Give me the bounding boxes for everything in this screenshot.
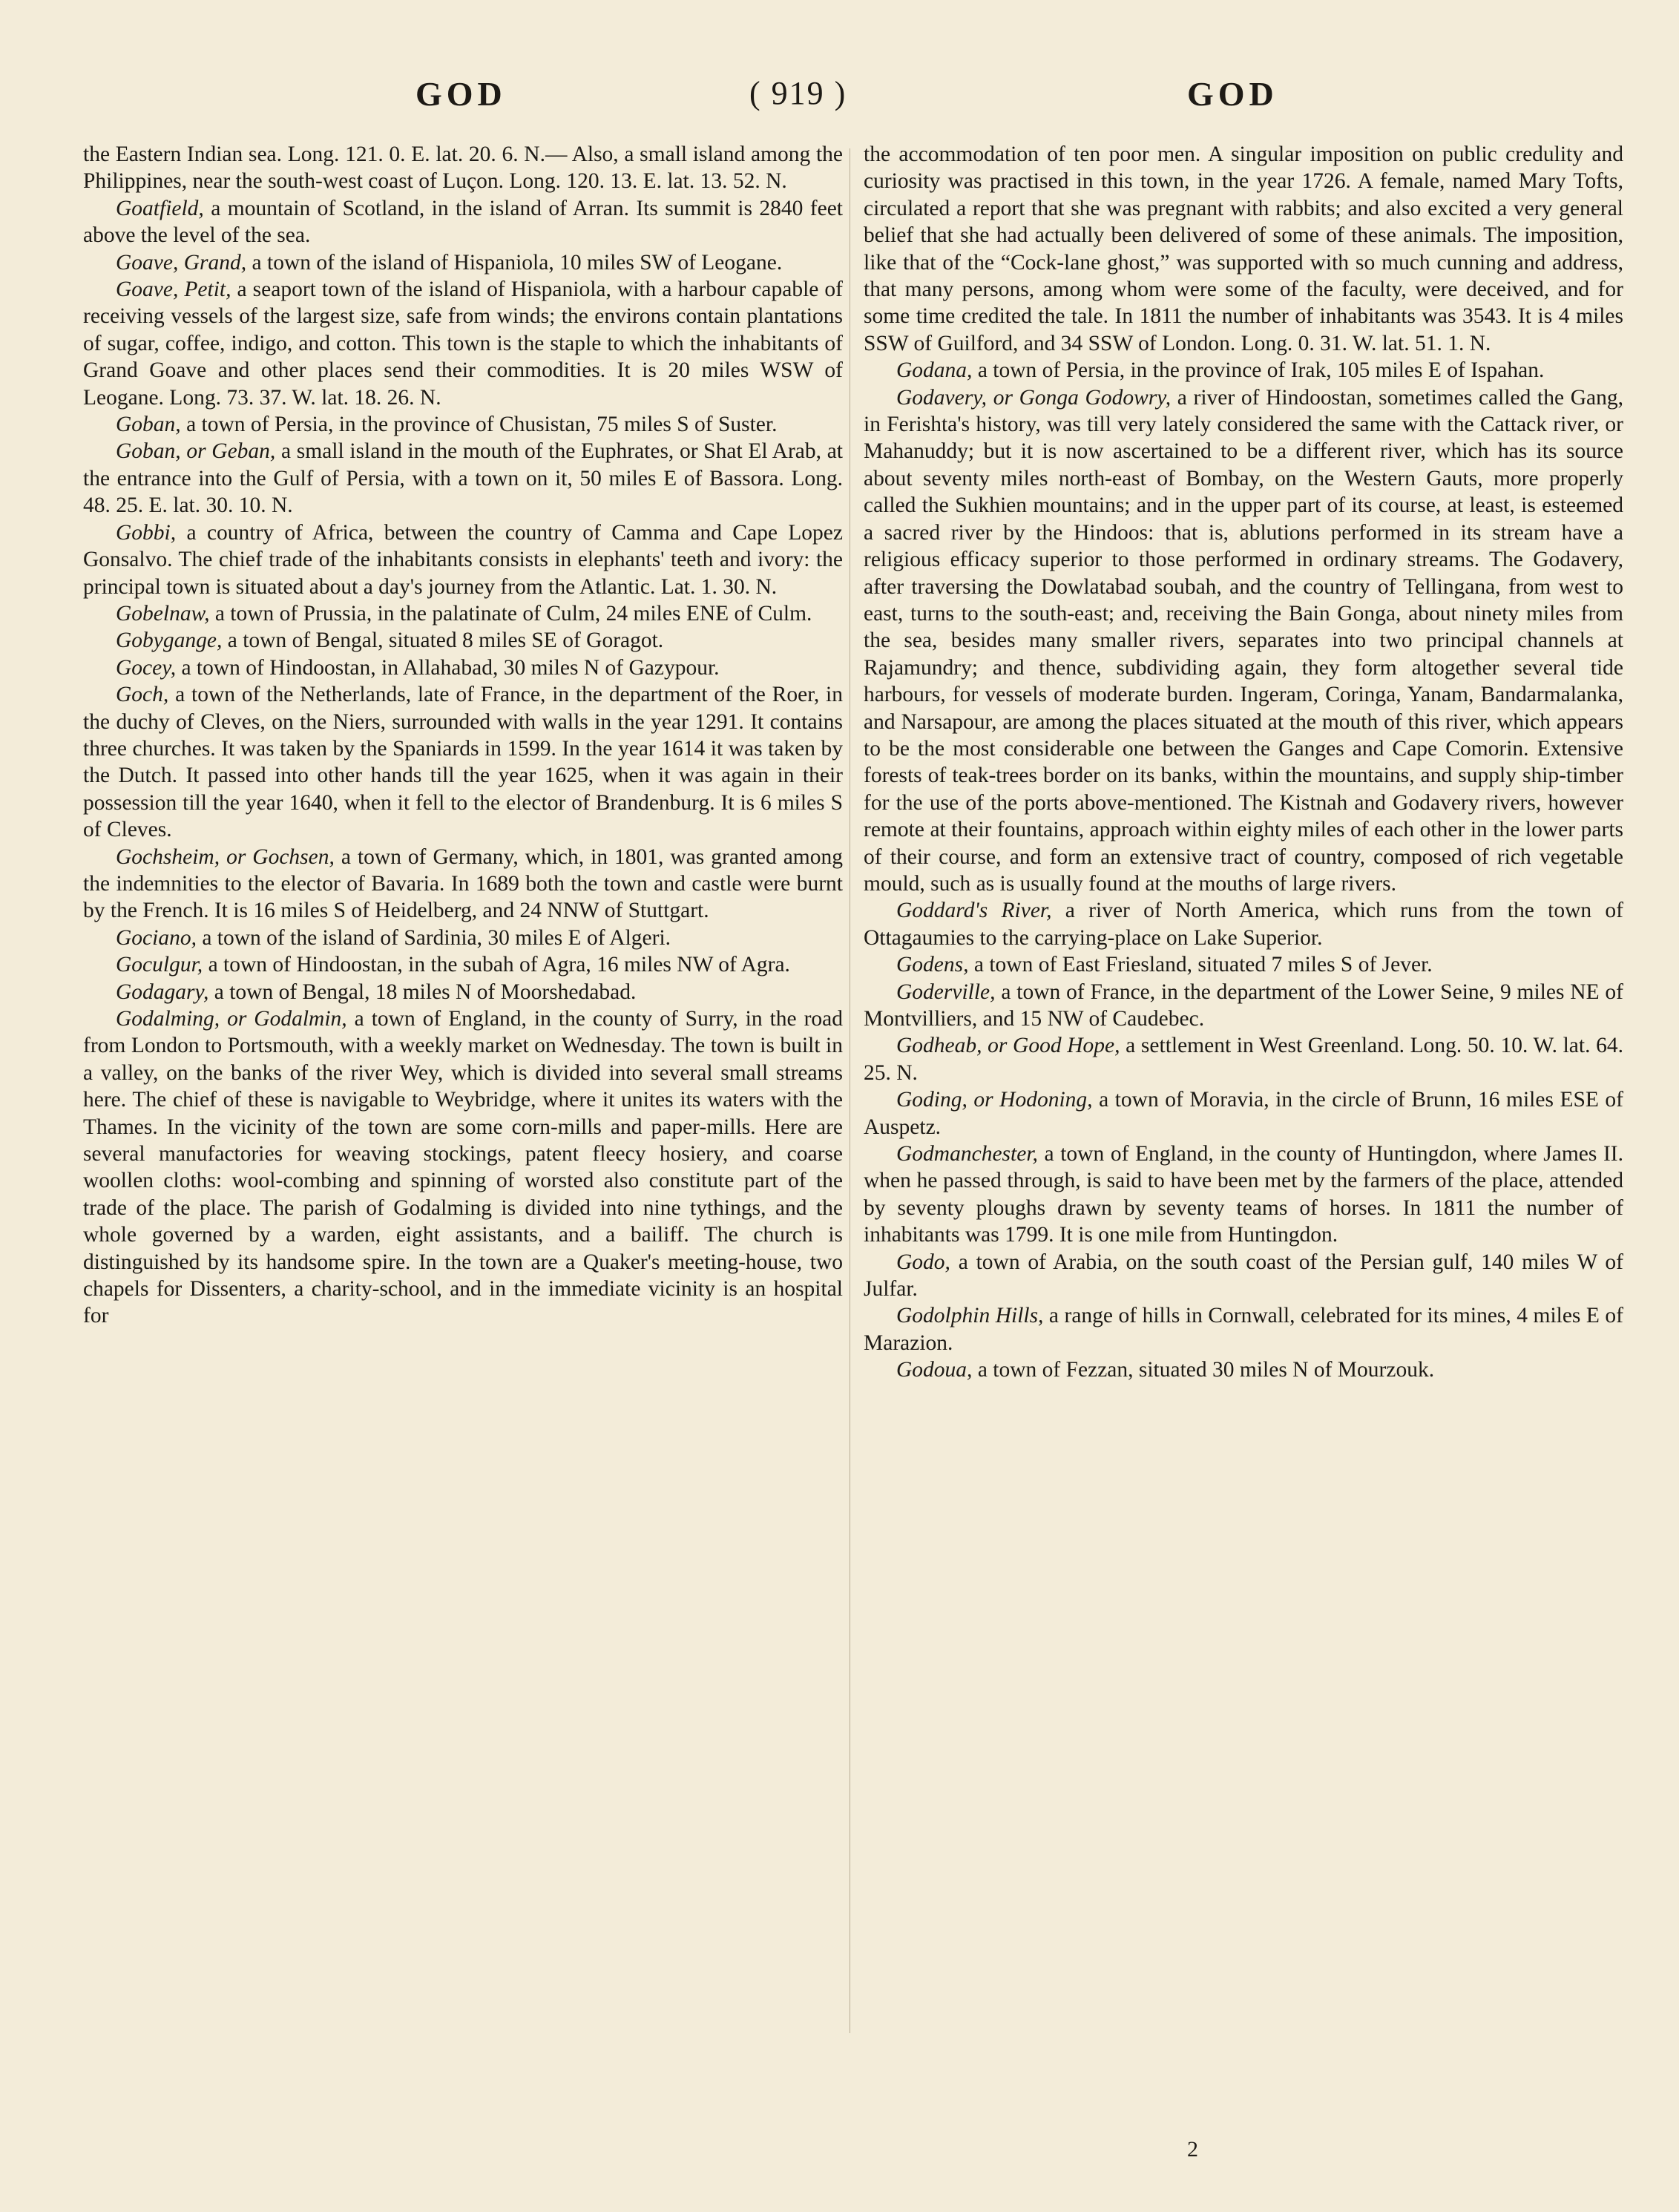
- dictionary-entry: [83, 195, 843, 249]
- entry-headword: Goding, or Hodoning,: [896, 1088, 1093, 1112]
- entry-text: a country of Africa, between the country of Camma and Cape Lopez Gonsalvo. The chief trade of the inhabitants consists in elephants' teeth and ivory: the principal town is situated about a day's journey from the Atlantic. Lat. 1. 30. N.: [83, 520, 843, 599]
- left-column: [83, 141, 843, 1330]
- entry-text: a river of Hindoostan, sometimes called the Gang, in Ferishta's history, was till very lately considered the same with the Cattack river, or Mahanuddy; but it is now ascertained to be a different river, which has its source about seventy miles north-east of Bombay, on the Western Gauts, more properly called the Sukhien mountains; and in the upper part of its course, at least, is esteemed a sacred river by the Hindoos: that is, ablutions performed in its stream have a religious efficacy superior to those performed in ordinary streams. The Godavery, after traversing the Dowlatabad soubah, and the country of Tellingana, from west to east, turns to the south-east; and, receiving the Bain Gonga, about ninety miles from the sea, besides many smaller rivers, separates into two principal channels at Rajamundry; and thence, subdividing again, they form altogether several tide harbours, for vessels of moderate burden. Ingeram, Coringa, Yanam, Bandarmalanka, and Narsapour, are among the places situated at the mouth of this river, which appears to be the most considerable one between the Ganges and Cape Comorin. Extensive forests of teak-trees border on its banks, within the mountains, and supply ship-timber for the use of the ports above-mentioned. The Kistnah and Godavery rivers, however remote at their fountains, approach within eighty miles of each other in the lower parts of their course, and form an extensive tract of country, composed of rich vegetable mould, such as is usually found at the mouths of large rivers.: [864, 385, 1623, 896]
- dictionary-entry: [864, 897, 1623, 951]
- entry-headword: Godana,: [896, 358, 973, 383]
- entry-headword: Godheab, or Good Hope,: [896, 1034, 1120, 1058]
- entry-text: a town of Moravia, in the circle of Brunn, 16 miles ESE of Auspetz.: [864, 1088, 1624, 1139]
- entry-headword: Goderville,: [896, 979, 996, 1004]
- entry-text: a town of Hindoostan, in Allahabad, 30 miles N of Gazypour.: [176, 655, 720, 680]
- entry-headword: Gochsheim, or Gochsen,: [116, 844, 335, 869]
- entry-headword: Goban, or Geban,: [116, 439, 276, 464]
- dictionary-entry: [83, 600, 843, 627]
- dictionary-entry: [864, 1141, 1623, 1249]
- entry-text: a town of France, in the department of the Lower Seine, 9 miles NE of Montvilliers, and 15 NW of Caudebec.: [864, 979, 1623, 1031]
- entry-text: a town of England, in the county of Huntingdon, where James II. when he passed through, is said to have been met by the farmers of the place, attended by seventy ploughs drawn by seventy teams of horses. In 1811 the number of inhabitants was 1799. It is one mile from Huntingdon.: [864, 1142, 1623, 1247]
- dictionary-entry: [83, 627, 843, 654]
- dictionary-entry: [83, 141, 843, 195]
- dictionary-entry: [864, 1086, 1623, 1141]
- entry-text: the accommodation of ten poor men. A singular imposition on public credulity and curiosity was practised in this town, in the year 1726. A female, named Mary Tofts, circulated a report that she was pregnant with rabbits; and also excited a very general belief that she had actually been delivered of some of these animals. The imposition, like that of the “Cock-lane ghost,” was supported with so much cunning and address, that many persons, among whom were some of the faculty, were deceived, and for some time credited the tale. In 1811 the number of inhabitants was 3543. It is 4 miles SSW of Guilford, and 34 SSW of London. Long. 0. 31. W. lat. 51. 1. N.: [864, 142, 1623, 355]
- dictionary-entry: [864, 1032, 1623, 1086]
- entry-headword: Gobygange,: [116, 629, 223, 653]
- dictionary-entry: [864, 1302, 1623, 1356]
- entry-headword: Godoua,: [896, 1358, 973, 1382]
- dictionary-entry: [83, 951, 843, 978]
- entry-headword: Goddard's River,: [896, 899, 1052, 923]
- entry-headword: Goban,: [116, 413, 181, 437]
- entry-text: a mountain of Scotland, in the island of Arran. Its summit is 2840 feet above the level of the sea.: [83, 196, 843, 248]
- entry-headword: Gocey,: [116, 655, 177, 680]
- entry-headword: Goculgur,: [116, 953, 203, 977]
- entry-text: a town of Hindoostan, in the subah of Agra, 16 miles NW of Agra.: [203, 953, 790, 977]
- dictionary-entry: [864, 141, 1623, 357]
- dictionary-entry: [864, 357, 1623, 384]
- entry-text: a town of the island of Sardinia, 30 miles E of Algeri.: [196, 925, 671, 950]
- page-number: ( 919 ): [749, 75, 847, 111]
- dictionary-entry: [83, 276, 843, 411]
- dictionary-entry: [83, 249, 843, 276]
- entry-headword: Gociano,: [116, 925, 197, 950]
- dictionary-entry: [83, 654, 843, 681]
- entry-text: a river of North America, which runs from the town of Ottagaumies to the carrying-place on Lake Superior.: [864, 899, 1623, 950]
- entry-headword: Gobelnaw,: [116, 601, 210, 626]
- dictionary-entry: [83, 925, 843, 951]
- dictionary-entry: [83, 681, 843, 843]
- entry-text: a town of the island of Hispaniola, 10 miles SW of Leogane.: [246, 250, 783, 275]
- dictionary-entry: [83, 438, 843, 519]
- entry-text: a town of England, in the county of Surry, in the road from London to Portsmouth, with a weekly market on Wednesday. The town is built in a valley, on the banks of the river Wey, which is divided into several small streams here. The chief of these is navigable to Weybridge, where it unites its waters with the Thames. In the vicinity of the town are some corn-mills and paper-mills. Here are several manufactories for weaving stockings, patent fleecy hosiery, and coarse woollen cloths: wool-combing and spinning of worsted also constitute part of the trade of the place. The parish of Godalming is divided into nine tythings, and the whole governed by a warden, eight assistants, and a bailiff. The church is distinguished by its handsome spire. In the town are a Quaker's meeting-house, two chapels for Dissenters, a charity-school, and in the immediate vicinity is an hospital for: [83, 1007, 843, 1328]
- entry-headword: Gobbi,: [116, 520, 177, 545]
- entry-text: a range of hills in Cornwall, celebrated for its mines, 4 miles E of Marazion.: [864, 1304, 1623, 1355]
- entry-headword: Godagary,: [116, 979, 209, 1004]
- entry-headword: Godo,: [896, 1250, 950, 1274]
- dictionary-entry: [864, 951, 1623, 978]
- right-column: [864, 141, 1623, 1384]
- entry-text: a town of Bengal, 18 miles N of Moorshedabad.: [208, 979, 637, 1004]
- running-head: [0, 74, 1679, 126]
- entry-text: a seaport town of the island of Hispaniola, with a harbour capable of receiving vessels of the largest size, safe from winds; the environs contain plantations of sugar, coffee, indigo, and cotton. This town is the staple to which the inhabitants of Grand Goave and other places send their commodities. It is 20 miles WSW of Leogane. Long. 73. 37. W. lat. 18. 26. N.: [83, 278, 843, 410]
- entry-text: a town of the Netherlands, late of France, in the department of the Roer, in the duchy of Cleves, on the Niers, surrounded with walls in the year 1291. It contains three churches. It was taken by the Spaniards in 1599. In the year 1614 it was taken by the Dutch. It passed into other hands till the year 1625, when it was again in their possession till the year 1640, when it fell to the elector of Brandenburg. It is 6 miles S of Cleves.: [83, 683, 843, 842]
- signature-mark: 2: [1187, 2137, 1198, 2162]
- dictionary-entry: [83, 844, 843, 925]
- dictionary-entry: [83, 519, 843, 600]
- entry-headword: Goch,: [116, 683, 169, 707]
- entry-headword: Godalming, or Godalmin,: [116, 1007, 347, 1031]
- dictionary-entry: [83, 1005, 843, 1330]
- entry-text: a town of Arabia, on the south coast of the Persian gulf, 140 miles W of Julfar.: [864, 1250, 1623, 1302]
- dictionary-entry: [864, 384, 1623, 898]
- entry-headword: Godmanchester,: [896, 1142, 1038, 1166]
- dictionary-entry: [83, 979, 843, 1005]
- entry-headword: Godolphin Hills,: [896, 1304, 1044, 1328]
- dictionary-entry: [864, 1249, 1623, 1303]
- entry-text: a small island in the mouth of the Euphrates, or Shat El Arab, at the entrance into the Gulf of Persia, with a town on it, 50 miles E of Bassora. Long. 48. 25. E. lat. 30. 10. N.: [83, 439, 843, 518]
- running-head-left: GOD: [415, 75, 507, 113]
- entry-headword: Goave, Grand,: [116, 250, 247, 275]
- entry-text: a town of Germany, which, in 1801, was granted among the indemnities to the elector of Bavaria. In 1689 both the town and castle were burnt by the French. It is 16 miles S of Heidelberg, and 24 NNW of Stuttgart.: [83, 844, 843, 923]
- entry-headword: Goatfield,: [116, 196, 204, 220]
- dictionary-entry: [83, 411, 843, 438]
- entry-headword: Goave, Petit,: [116, 278, 231, 302]
- entry-text: a town of Fezzan, situated 30 miles N of Mourzouk.: [972, 1358, 1435, 1382]
- entry-headword: Godavery, or Gonga Godowry,: [896, 385, 1172, 410]
- dictionary-entry: [864, 979, 1623, 1033]
- entry-text: a town of Persia, in the province of Chusistan, 75 miles S of Suster.: [180, 413, 778, 437]
- entry-text: a town of East Friesland, situated 7 miles S of Jever.: [968, 953, 1433, 977]
- dictionary-entry: [864, 1356, 1623, 1383]
- entry-text: a town of Prussia, in the palatinate of Culm, 24 miles ENE of Culm.: [209, 601, 812, 626]
- entry-text: the Eastern Indian sea. Long. 121. 0. E. lat. 20. 6. N.— Also, a small island among the Philippines, near the south-west coast of Luçon. Long. 120. 13. E. lat. 13. 52. N.: [83, 142, 843, 194]
- entry-text: a town of Persia, in the province of Irak, 105 miles E of Ispahan.: [972, 358, 1545, 383]
- running-head-right: GOD: [1187, 75, 1278, 113]
- entry-text: a town of Bengal, situated 8 miles SE of Goragot.: [222, 629, 664, 653]
- entry-headword: Godens,: [896, 953, 969, 977]
- entry-text: a settlement in West Greenland. Long. 50. 10. W. lat. 64. 25. N.: [864, 1034, 1623, 1085]
